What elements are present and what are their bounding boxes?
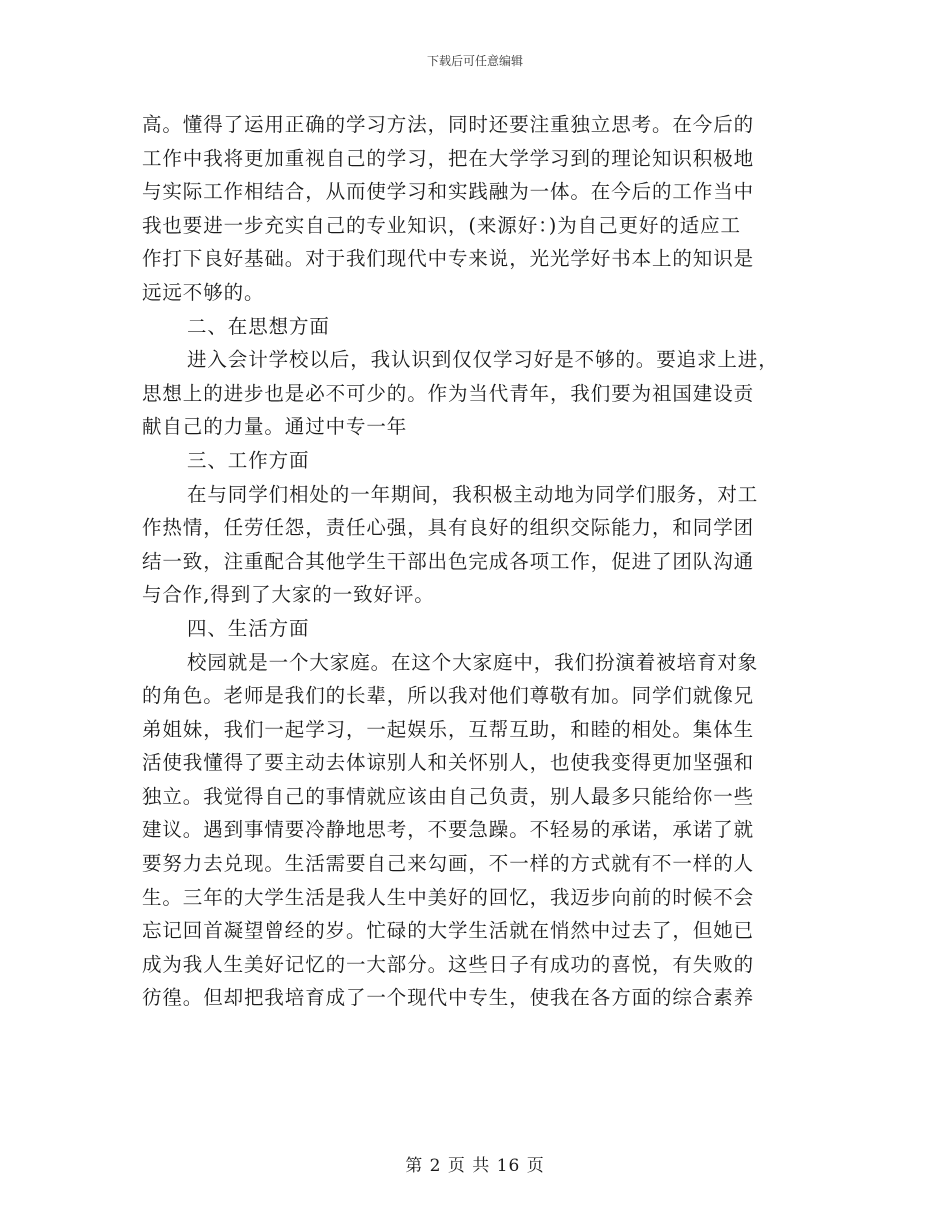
text-line: 作打下良好基础。对于我们现代中专来说，光光学好书本上的知识是: [142, 247, 755, 271]
text-line: 远远不够的。: [142, 280, 265, 304]
text-line: 弟姐妹，我们一起学习，一起娱乐，互帮互助，和睦的相处。集体生: [142, 717, 755, 741]
text-line: 工作中我将更加重视自己的学习，把在大学学习到的理论知识积极地: [142, 146, 755, 170]
text-line: 校园就是一个大家庭。在这个大家庭中，我们扮演着被培育对象: [187, 650, 759, 674]
section-heading-work: 三、工作方面: [187, 448, 310, 472]
page-header-note: 下载后可任意编辑: [426, 54, 523, 68]
text-line: 我也要进一步充实自己的专业知识，(来源好：)为自己更好的适应工: [142, 213, 741, 237]
text-line: 要努力去兑现。生活需要自己来勾画，不一样的方式就有不一样的人: [142, 852, 755, 876]
text-line: 独立。我觉得自己的事情就应该由自己负责，别人最多只能给你一些: [142, 784, 755, 808]
text-line: 在与同学们相处的一年期间，我积极主动地为同学们服务，对工: [187, 482, 759, 506]
text-line: 献自己的力量。通过中专一年: [142, 415, 408, 439]
text-line: 忘记回首凝望曾经的岁。忙碌的大学生活就在悄然中过去了，但她已: [142, 919, 755, 943]
text-line: 建议。遇到事情要冷静地思考，不要急躁。不轻易的承诺，承诺了就: [142, 818, 755, 842]
text-line: 的角色。老师是我们的长辈，所以我对他们尊敬有加。同学们就像兄: [142, 684, 755, 708]
text-line: 作热情，任劳任怨，责任心强，具有良好的组织交际能力，和同学团: [142, 516, 755, 540]
text-line: 与实际工作相结合，从而使学习和实践融为一体。在今后的工作当中: [142, 180, 755, 204]
text-line: 进入会计学校以后，我认识到仅仅学习好是不够的。要追求上进，: [187, 348, 779, 372]
text-line: 成为我人生美好记忆的一大部分。这些日子有成功的喜悦，有失败的: [142, 952, 755, 976]
text-line: 彷徨。但却把我培育成了一个现代中专生，使我在各方面的综合素养: [142, 986, 755, 1010]
text-line: 生。三年的大学生活是我人生中美好的回忆，我迈步向前的时候不会: [142, 885, 755, 909]
text-line: 思想上的进步也是必不可少的。作为当代青年，我们要为祖国建设贡: [142, 381, 755, 405]
text-line: 与合作,得到了大家的一致好评。: [142, 583, 435, 607]
document-body: [142, 108, 810, 1015]
text-line: 活使我懂得了要主动去体谅别人和关怀别人，也使我变得更加坚强和: [142, 751, 755, 775]
text-line: 高。懂得了运用正确的学习方法，同时还要注重独立思考。在今后的: [142, 113, 755, 136]
text-line: 结一致，注重配合其他学生干部出色完成各项工作，促进了团队沟通: [142, 549, 755, 573]
section-heading-thought: 二、在思想方面: [187, 314, 330, 338]
page-number: 第 2 页 共 16 页: [405, 1156, 545, 1176]
section-heading-life: 四、生活方面: [187, 616, 310, 640]
